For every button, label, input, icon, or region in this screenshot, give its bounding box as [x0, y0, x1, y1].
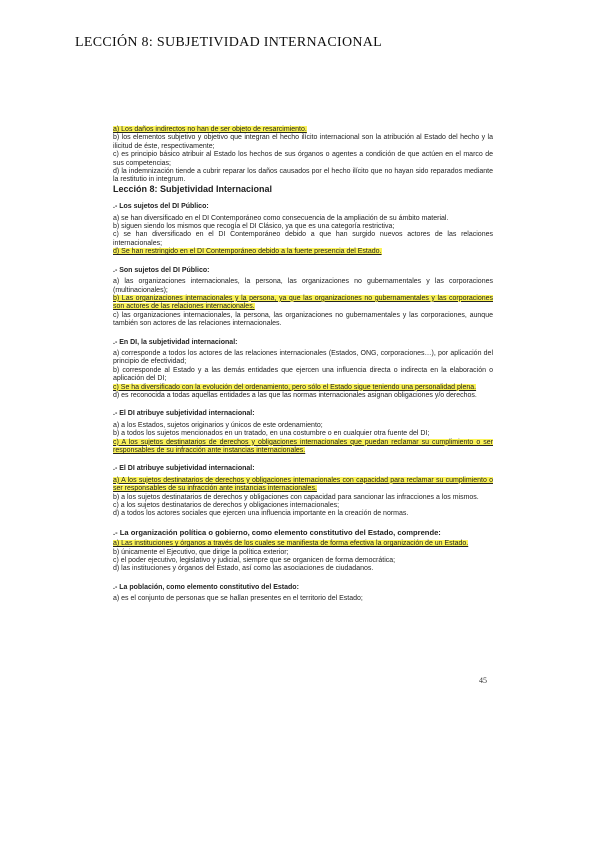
answer-option: d) las instituciones y órganos del Estado, así como las asociaciones de ciudadanos.: [113, 565, 374, 573]
highlighted-answer: c) Se ha diversificado con la evolución del ordenamiento, pero sólo el Estado sigue teniendo una personalidad plena.: [113, 383, 477, 391]
highlighted-answer: b) Las organizaciones internacionales y la persona, ya que las organizaciones no gubernamentales y las corporaciones son actores de las relaciones internacionales.: [113, 294, 493, 311]
answer-option: c) se han diversificado en el DI Contemporáneo debido a que han surgido nuevos actores de las relaciones internacionales;: [113, 231, 493, 247]
intro-line: d) la indemnización tiende a cubrir reparar los daños causados por el hecho ilícito que no hayan sido reparados mediante la restitutio in integrum.: [113, 168, 493, 184]
answer-option: a) las organizaciones internacionales, la persona, las organizaciones no gubernamentales y las corporaciones (multinacionales);: [113, 278, 493, 294]
page-number: 45: [479, 676, 487, 685]
questions-block: [113, 203, 493, 603]
document-content: [113, 126, 493, 604]
answer-option: [113, 439, 493, 456]
highlighted-answer: c) A los sujetos destinatarios de derechos y obligaciones internacionales que puedan reclamar su cumplimiento o ser responsables de su infracción ante instancias internacionales.: [113, 438, 493, 454]
answer-option: a) corresponde a todos los actores de las relaciones internacionales (Estados, ONG, corporaciones…), por aplicación del principio de efectividad;: [113, 349, 493, 366]
answer-option: [113, 295, 493, 312]
answer-option: [113, 477, 493, 494]
highlighted-answer: a) Los daños indirectos no han de ser objeto de resarcimiento.: [113, 126, 307, 133]
question-heading: .- El DI atribuye subjetividad internacional:: [113, 465, 255, 473]
intro-block: [113, 126, 493, 185]
question-heading: .- Los sujetos del DI Público:: [113, 203, 209, 211]
answer-option: a) se han diversificado en el DI Contemporáneo como consecuencia de la ampliación de su ámbito material.: [113, 214, 449, 222]
question-heading: .- En DI, la subjetividad internacional:: [113, 338, 238, 346]
answer-option: a) a los Estados, sujetos originarios y únicos de este ordenamiento;: [113, 421, 323, 429]
answer-option: b) a todos los sujetos mencionados en un tratado, en una costumbre o en cualquier otra fuente del DI;: [113, 430, 430, 438]
answer-option: c) a los sujetos destinatarios de derechos y obligaciones internacionales;: [113, 502, 340, 510]
answer-option: a) es el conjunto de personas que se hallan presentes en el territorio del Estado;: [113, 595, 363, 603]
answer-option: b) siguen siendo los mismos que recogía el DI Clásico, ya que es una categoría restrictiva;: [113, 223, 395, 231]
answer-option: d) a todos los actores sociales que ejercen una influencia importante en la creación de normas.: [113, 510, 409, 518]
answer-option: b) corresponde al Estado y a las demás entidades que ejercen una influencia directa o indirecta en la elaboración o aplicación del DI;: [113, 366, 493, 383]
question-heading: .- La organización política o gobierno, como elemento constitutivo del Estado, comprende:: [113, 527, 441, 537]
highlighted-answer: a) Las instituciones y órganos a través de los cuales se manifiesta de forma efectiva la organización de un Estado.: [113, 540, 469, 548]
intro-line: [113, 126, 493, 134]
highlighted-answer: a) A los sujetos destinatarios de derechos y obligaciones internacionales con capacidad para reclamar su cumplimiento o ser responsables de su infracción ante instancias internacionales.: [113, 476, 493, 493]
highlighted-answer: d) Se han restringido en el DI Contemporáneo debido a la fuerte presencia del Estado.: [113, 248, 382, 256]
lesson-title: Lección 8: Subjetividad Internacional: [113, 183, 273, 194]
answer-option: b) únicamente el Ejecutivo, que dirige la política exterior;: [113, 548, 289, 556]
answer-option: [113, 248, 493, 256]
answer-option: b) a los sujetos destinatarios de derechos y obligaciones con capacidad para sancionar las infracciones a los mismos.: [113, 493, 479, 501]
answer-option: c) las organizaciones internacionales, la persona, las organizaciones no gubernamentales y las corporaciones, aunque también son actores de las relaciones internacionales.: [113, 311, 493, 328]
question-heading: .- La población, como elemento constitutivo del Estado:: [113, 583, 299, 591]
answer-option: c) el poder ejecutivo, legislativo y judicial, siempre que se organicen de forma democrática;: [113, 557, 396, 565]
answer-option: d) es reconocida a todas aquellas entidades a las que las normas internacionales asignan obligaciones y/o derechos.: [113, 391, 477, 399]
question-heading: .- Son sujetos del DI Público:: [113, 266, 210, 274]
question-heading: .- El DI atribuye subjetividad internacional:: [113, 410, 255, 418]
intro-line: b) los elementos subjetivo y objetivo que integran el hecho ilícito internacional son la atribución al Estado del hecho y la ilicitud de éste, respectivamente;: [113, 134, 493, 150]
page-header: LECCIÓN 8: SUBJETIVIDAD INTERNACIONAL: [75, 35, 383, 50]
answer-option: [113, 384, 493, 392]
answer-option: [113, 540, 493, 548]
intro-line: c) es principio básico atribuir al Estado los hechos de sus órganos o agentes a condición de que actúen en el marco de sus competencias;: [113, 151, 493, 167]
